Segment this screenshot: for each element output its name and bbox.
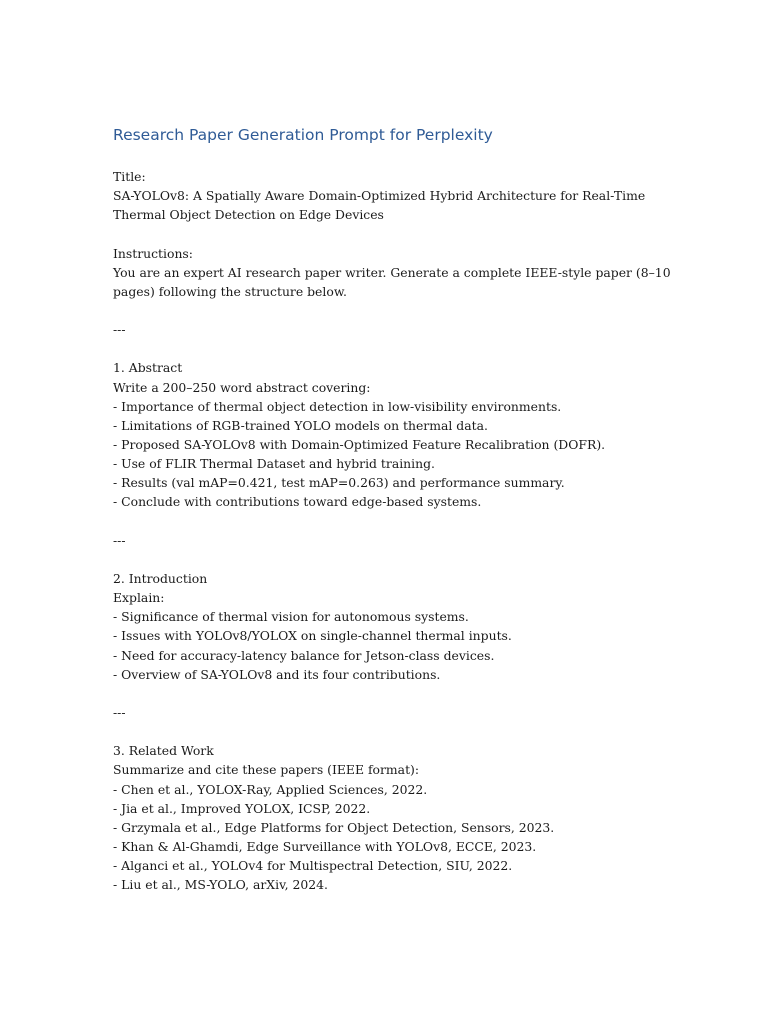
text-line bbox=[113, 550, 673, 569]
section-divider: --- bbox=[113, 322, 126, 338]
section-divider: --- bbox=[113, 704, 126, 720]
section-heading: 2. Introduction bbox=[113, 570, 208, 586]
list-item: - Importance of thermal object detection in low-visibility environments. bbox=[113, 398, 562, 414]
text-line bbox=[113, 722, 673, 741]
text-line: Summarize and cite these papers (IEEE format): bbox=[113, 762, 420, 778]
list-item: - Proposed SA-YOLOv8 with Domain-Optimized Feature Recalibration (DOFR). bbox=[113, 436, 606, 452]
list-item: - Results (val mAP=0.421, test mAP=0.263) and performance summary. bbox=[113, 475, 565, 491]
text-line bbox=[113, 684, 673, 703]
section-heading: 1. Abstract bbox=[113, 360, 183, 376]
list-item: - Limitations of RGB-trained YOLO models on thermal data. bbox=[113, 417, 488, 433]
text-line: Title: bbox=[113, 169, 146, 184]
list-item: - Use of FLIR Thermal Dataset and hybrid training. bbox=[113, 456, 435, 472]
list-item: - Jia et al., Improved YOLOX, ICSP, 2022. bbox=[113, 800, 371, 816]
list-item: - Alganci et al., YOLOv4 for Multispectral Detection, SIU, 2022. bbox=[113, 858, 513, 874]
text-line bbox=[113, 224, 673, 243]
list-item: - Conclude with contributions toward edge-based systems. bbox=[113, 494, 482, 510]
list-item: - Need for accuracy-latency balance for Jetson-class devices. bbox=[113, 647, 495, 663]
text-line: You are an expert AI research paper writer. Generate a complete IEEE-style paper (8–10 bbox=[113, 264, 671, 280]
text-line: SA-YOLOv8: A Spatially Aware Domain-Optimized Hybrid Architecture for Real-Time bbox=[113, 188, 646, 204]
list-item: - Grzymala et al., Edge Platforms for Object Detection, Sensors, 2023. bbox=[113, 819, 555, 835]
text-line bbox=[113, 301, 673, 320]
list-item: - Liu et al., MS-YOLO, arXiv, 2024. bbox=[113, 877, 328, 893]
text-line: Thermal Object Detection on Edge Devices bbox=[113, 207, 384, 223]
list-item: - Overview of SA-YOLOv8 and its four contributions. bbox=[113, 666, 441, 682]
list-item: - Chen et al., YOLOX-Ray, Applied Sciences, 2022. bbox=[113, 781, 428, 797]
section-divider: --- bbox=[113, 532, 126, 548]
document-body bbox=[113, 167, 673, 894]
document-heading: Research Paper Generation Prompt for Perplexity bbox=[113, 126, 493, 144]
text-line: Instructions: bbox=[113, 245, 193, 261]
text-line: pages) following the structure below. bbox=[113, 283, 347, 299]
list-item: - Issues with YOLOv8/YOLOX on single-channel thermal inputs. bbox=[113, 628, 512, 644]
text-line bbox=[113, 512, 673, 531]
list-item: - Significance of thermal vision for autonomous systems. bbox=[113, 609, 469, 625]
text-line: Write a 200–250 word abstract covering: bbox=[113, 379, 371, 395]
section-heading: 3. Related Work bbox=[113, 743, 214, 759]
text-line bbox=[113, 339, 673, 358]
list-item: - Khan & Al-Ghamdi, Edge Surveillance with YOLOv8, ECCE, 2023. bbox=[113, 838, 537, 854]
text-line: Explain: bbox=[113, 590, 165, 606]
